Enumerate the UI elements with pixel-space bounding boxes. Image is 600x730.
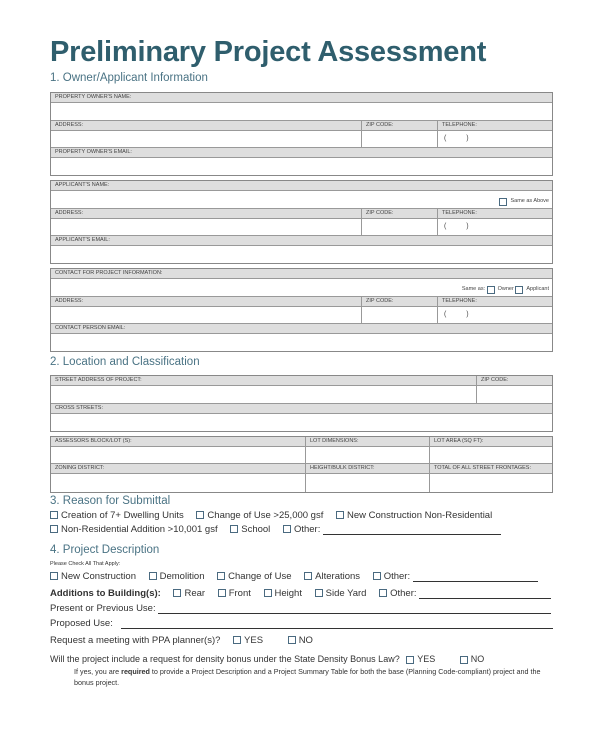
addition-other-checkbox[interactable] [379, 589, 387, 597]
applicant-zip-label: ZIP CODE: [361, 209, 437, 218]
type-option-label: Alterations [315, 571, 361, 582]
contact-name-field[interactable] [51, 279, 552, 296]
type-option-label: Demolition [159, 571, 205, 582]
project-zip-field[interactable] [476, 386, 552, 403]
yes-label: YES [244, 635, 264, 646]
block-lot-label: ASSESSORS BLOCK/LOT (S): [55, 438, 132, 444]
contact-name-label: CONTACT FOR PROJECT INFORMATION: [55, 270, 163, 276]
zoning-district-field[interactable] [51, 474, 305, 492]
project-zip-label: ZIP CODE: [476, 376, 552, 385]
alterations-checkbox[interactable] [304, 572, 312, 580]
owner-address-field[interactable] [51, 131, 361, 147]
school-checkbox[interactable] [230, 525, 238, 533]
contact-zip-label: ZIP CODE: [361, 297, 437, 306]
additions-row [50, 588, 551, 599]
owner-zip-field[interactable] [361, 131, 437, 147]
same-as-above-label: Same as Above [510, 198, 549, 205]
lot-dimensions-field[interactable] [305, 447, 429, 463]
owner-name-label: PROPERTY OWNER'S NAME: [55, 94, 132, 100]
cross-streets-field[interactable] [51, 414, 552, 431]
reason-option-label: New Construction Non-Residential [347, 510, 493, 521]
applicant-option-label: Applicant [526, 286, 549, 293]
type-option-label: New Construction [61, 571, 136, 582]
owner-telephone-label: TELEPHONE: [437, 121, 552, 130]
applicant-name-label: APPLICANT'S NAME: [55, 182, 110, 188]
owner-name-field[interactable] [51, 103, 552, 120]
height-bulk-label: HEIGHT/BULK DISTRICT: [305, 464, 429, 473]
contact-address-field[interactable] [51, 307, 361, 323]
owner-email-label: PROPERTY OWNER'S EMAIL: [55, 149, 132, 155]
applicant-zip-field[interactable] [361, 219, 437, 235]
note-text: to provide a Project Description and a Project Summary Table for both the base (Planning Code-compliant) project and the bonus project. [74, 667, 541, 687]
present-use-row [50, 603, 551, 614]
density-question: Will the project include a request for density bonus under the State Density Bonus Law? [50, 654, 400, 664]
reason-option-label: Non-Residential Addition >10,001 gsf [61, 524, 218, 535]
demolition-checkbox[interactable] [149, 572, 157, 580]
side-yard-checkbox[interactable] [315, 589, 323, 597]
street-frontages-label: TOTAL OF ALL STREET FRONTAGES: [429, 464, 552, 473]
reason-row-1 [50, 510, 502, 521]
owner-address-label: ADDRESS: [55, 122, 84, 128]
no-label: NO [470, 654, 485, 664]
instruction-text: Please Check All That Apply: [50, 561, 121, 567]
present-use-field[interactable] [158, 604, 551, 614]
section-heading-reason: 3. Reason for Submittal [50, 495, 171, 507]
applicant-email-label: APPLICANT'S EMAIL: [55, 237, 110, 243]
density-no-checkbox[interactable] [460, 656, 468, 664]
present-use-label: Present or Previous Use: [50, 603, 156, 614]
contact-zip-field[interactable] [361, 307, 437, 323]
lot-area-field[interactable] [429, 447, 552, 463]
addition-option-label: Rear [184, 588, 206, 599]
location-table [50, 375, 553, 432]
parcel-table [50, 436, 553, 493]
contact-telephone-field[interactable]: ( ) [437, 307, 552, 323]
meeting-no-checkbox[interactable] [288, 636, 296, 644]
owner-zip-label: ZIP CODE: [361, 121, 437, 130]
reason-other-checkbox[interactable] [283, 525, 291, 533]
same-as-above-checkbox[interactable] [499, 198, 507, 206]
meeting-yes-checkbox[interactable] [233, 636, 241, 644]
no-label: NO [298, 635, 313, 646]
section-heading-description: 4. Project Description [50, 544, 160, 556]
addition-option-label: Height [274, 588, 302, 599]
yes-label: YES [417, 654, 436, 664]
dwelling-units-checkbox[interactable] [50, 511, 58, 519]
owner-email-field[interactable] [51, 158, 552, 175]
type-other-field[interactable] [413, 572, 538, 582]
proposed-use-field[interactable] [121, 619, 553, 629]
applicant-telephone-field[interactable]: ( ) [437, 219, 552, 235]
proposed-use-row [50, 618, 553, 629]
owner-table [50, 92, 553, 176]
additions-label: Additions to Building(s): [50, 588, 161, 599]
contact-email-label: CONTACT PERSON EMAIL: [55, 325, 126, 331]
contact-telephone-label: TELEPHONE: [437, 297, 552, 306]
owner-option-label: Owner [497, 286, 514, 293]
addition-option-label: Side Yard [325, 588, 367, 599]
note-text: If yes, you are [74, 667, 122, 676]
page-title: Preliminary Project Assessment [50, 36, 487, 68]
reason-option-label: School [241, 524, 271, 535]
new-construction-nonres-checkbox[interactable] [336, 511, 344, 519]
applicant-email-field[interactable] [51, 246, 552, 263]
reason-row-2 [50, 524, 501, 535]
reason-option-label: Other: [293, 524, 321, 535]
height-bulk-field[interactable] [305, 474, 429, 492]
contact-address-label: ADDRESS: [55, 298, 84, 304]
street-frontages-field[interactable] [429, 474, 552, 492]
street-address-field[interactable] [51, 386, 476, 403]
addition-option-label: Other: [390, 588, 417, 599]
same-as-applicant-checkbox[interactable] [515, 286, 523, 294]
zoning-district-label: ZONING DISTRICT: [55, 465, 105, 471]
addition-other-field[interactable] [419, 589, 551, 599]
applicant-table [50, 180, 553, 264]
addition-option-label: Front [228, 588, 251, 599]
density-row [50, 654, 484, 664]
type-other-checkbox[interactable] [373, 572, 381, 580]
new-construction-checkbox[interactable] [50, 572, 58, 580]
rear-checkbox[interactable] [173, 589, 181, 597]
type-option-label: Other: [383, 571, 411, 582]
meeting-row [50, 635, 313, 646]
nonres-addition-checkbox[interactable] [50, 525, 58, 533]
contact-table [50, 268, 553, 352]
block-lot-field[interactable] [51, 447, 305, 463]
type-option-label: Change of Use [228, 571, 292, 582]
contact-email-field[interactable] [51, 334, 552, 351]
reason-other-field[interactable] [323, 525, 501, 535]
type-row [50, 571, 538, 582]
cross-streets-label: CROSS STREETS: [55, 405, 103, 411]
applicant-address-field[interactable] [51, 219, 361, 235]
street-address-label: STREET ADDRESS OF PROJECT: [55, 377, 142, 383]
reason-option-label: Creation of 7+ Dwelling Units [61, 510, 184, 521]
height-checkbox[interactable] [264, 589, 272, 597]
meeting-question: Request a meeting with PPA planner(s)? [50, 635, 221, 646]
front-checkbox[interactable] [218, 589, 226, 597]
proposed-use-label: Proposed Use: [50, 618, 113, 629]
same-as-owner-checkbox[interactable] [487, 286, 495, 294]
reason-option-label: Change of Use >25,000 gsf [207, 510, 324, 521]
section-heading-location: 2. Location and Classification [50, 356, 200, 368]
lot-dimensions-label: LOT DIMENSIONS: [305, 437, 429, 446]
change-of-use-checkbox[interactable] [196, 511, 204, 519]
density-yes-checkbox[interactable] [406, 656, 414, 664]
note-required: required [121, 667, 150, 676]
change-of-use-type-checkbox[interactable] [217, 572, 225, 580]
same-as-label: Same as: [461, 286, 486, 293]
applicant-name-field[interactable] [51, 191, 552, 208]
lot-area-label: LOT AREA (SQ FT): [429, 437, 552, 446]
density-note [74, 666, 544, 688]
applicant-telephone-label: TELEPHONE: [437, 209, 552, 218]
owner-telephone-field[interactable]: ( ) [437, 131, 552, 147]
applicant-address-label: ADDRESS: [55, 210, 84, 216]
section-heading-owner: 1. Owner/Applicant Information [50, 72, 208, 84]
